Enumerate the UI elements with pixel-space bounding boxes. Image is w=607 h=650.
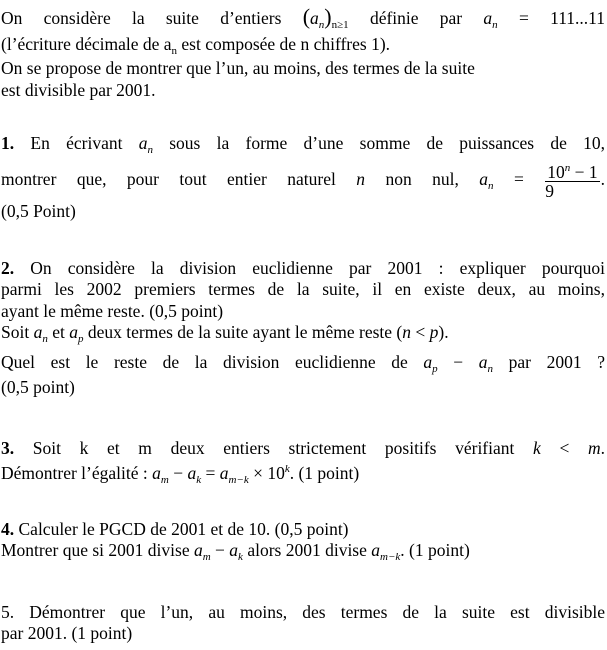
q3-equality: $a_m - a_k = a_{m-k} \times 10^k$ — [152, 463, 290, 487]
q1-line-1 — [1, 133, 605, 157]
q1-fraction — [545, 163, 599, 201]
q4-a-m-k: $a_{m-k}$ — [371, 540, 401, 564]
q2-line-3: ayant le même reste. (0,5 point) — [1, 300, 224, 321]
q1-text-1a: En écrivant — [30, 133, 123, 153]
q4-difference: $a_m - a_k$ — [193, 540, 243, 564]
q4-line-1 — [1, 519, 605, 540]
intro-line-1 — [1, 2, 605, 32]
q1-formula: $a_n$ = $\frac{10^n - 1}{9}$ . — [479, 161, 605, 201]
q2-text-5b: par 2001 ? — [508, 352, 606, 373]
intro-line-2 — [1, 34, 605, 58]
a-definition: $a_n = 111...11$ — [483, 8, 606, 31]
q4-text-2a: Montrer que si 2001 divise — [1, 540, 190, 561]
q1-number: 1. — [1, 133, 15, 153]
intro-text-2: (l’écriture décimale de a — [1, 34, 172, 54]
q1-line-2 — [1, 157, 605, 201]
question-3 — [1, 438, 605, 488]
a-definition-value: 111...11 — [550, 8, 606, 28]
question-2 — [1, 258, 605, 398]
frac-num-exp: n — [564, 161, 571, 174]
q4-number: 4. — [1, 519, 15, 539]
q5-line-2: par 2001. (1 point) — [1, 623, 133, 644]
q4-line-2 — [1, 540, 605, 564]
q4-text-2b: alors 2001 divise — [247, 540, 367, 561]
q1-a-n: $a_n$ — [138, 133, 153, 156]
intro-sub-2: n — [171, 45, 178, 57]
q1-text-2a: montrer que, pour tout entier naturel — [1, 169, 336, 190]
q5-line-1: 5. Démontrer que l’un, au moins, des termes de la suite est divisible — [1, 602, 605, 622]
frac-num-end: − 1 — [570, 161, 598, 182]
q3-number: 3. — [1, 438, 15, 458]
q3-line-2 — [1, 463, 605, 487]
q2-line-2: parmi les 2002 premiers termes de la suite, il en existe deux, au moins, — [1, 279, 605, 300]
q1-text-2b: non nul, — [385, 169, 459, 190]
q3-line-1 — [1, 438, 605, 459]
frac-num-base: 10 — [547, 161, 565, 182]
sequence-notation: $(a_n)_{n\ge 1}$ — [302, 4, 349, 31]
intro-paragraph — [1, 2, 605, 101]
q2-points: (0,5 point) — [1, 376, 75, 397]
question-4 — [1, 519, 605, 565]
q1-points: (0,5 Point) — [1, 201, 76, 222]
intro-line-3: On se propose de montrer que l’un, au moins, des termes de la suite — [1, 58, 475, 79]
q2-text-4a: Soit — [1, 322, 30, 343]
q3-text-1: Soit k et m deux entiers strictement positifs vérifiant — [32, 438, 515, 458]
intro-text-1a: On considère la suite d’entiers — [1, 8, 282, 28]
q3-text-2a: Démontrer l’égalité : — [1, 463, 148, 484]
question-5 — [1, 602, 605, 645]
q3-inequality: k < m. — [533, 438, 606, 458]
q2-text-4b: et — [52, 322, 65, 343]
intro-text-1b: définie par — [369, 8, 463, 28]
q2-text-5a: Quel est le reste de la division euclidienne de — [1, 352, 408, 373]
frac-den: 9 — [545, 180, 554, 201]
intro-text-2-end: est composée de n chiffres 1). — [181, 34, 391, 54]
q2-text-4c: deux termes de la suite ayant le même reste ( — [87, 322, 403, 343]
q1-text-1b: sous la forme d’une somme de puissances de 10, — [169, 133, 606, 153]
question-1 — [1, 133, 605, 223]
sequence-index: n≥1 — [331, 19, 349, 31]
q2-line-4: Soit $a_n$ et $a_p$ deux termes de la suite ayant le même reste (n < p). — [1, 322, 449, 346]
q2-difference: $a_p - a_n$ — [423, 352, 494, 376]
q4-text-1: Calculer le PGCD de 2001 et de 10. (0,5 point) — [18, 519, 349, 539]
q2-number: 2. — [1, 258, 15, 278]
q1-n: n — [356, 169, 366, 190]
q2-text-1: On considère la division euclidienne par 2001 : expliquer pourquoi — [30, 258, 606, 278]
q2-text-4d: ). — [438, 322, 449, 343]
q2-line-5 — [1, 352, 605, 376]
q3-text-2b: . (1 point) — [289, 463, 360, 484]
intro-line-4: est divisible par 2001. — [1, 79, 156, 100]
q4-text-2c: . (1 point) — [400, 540, 470, 561]
q2-line-1 — [1, 258, 605, 279]
